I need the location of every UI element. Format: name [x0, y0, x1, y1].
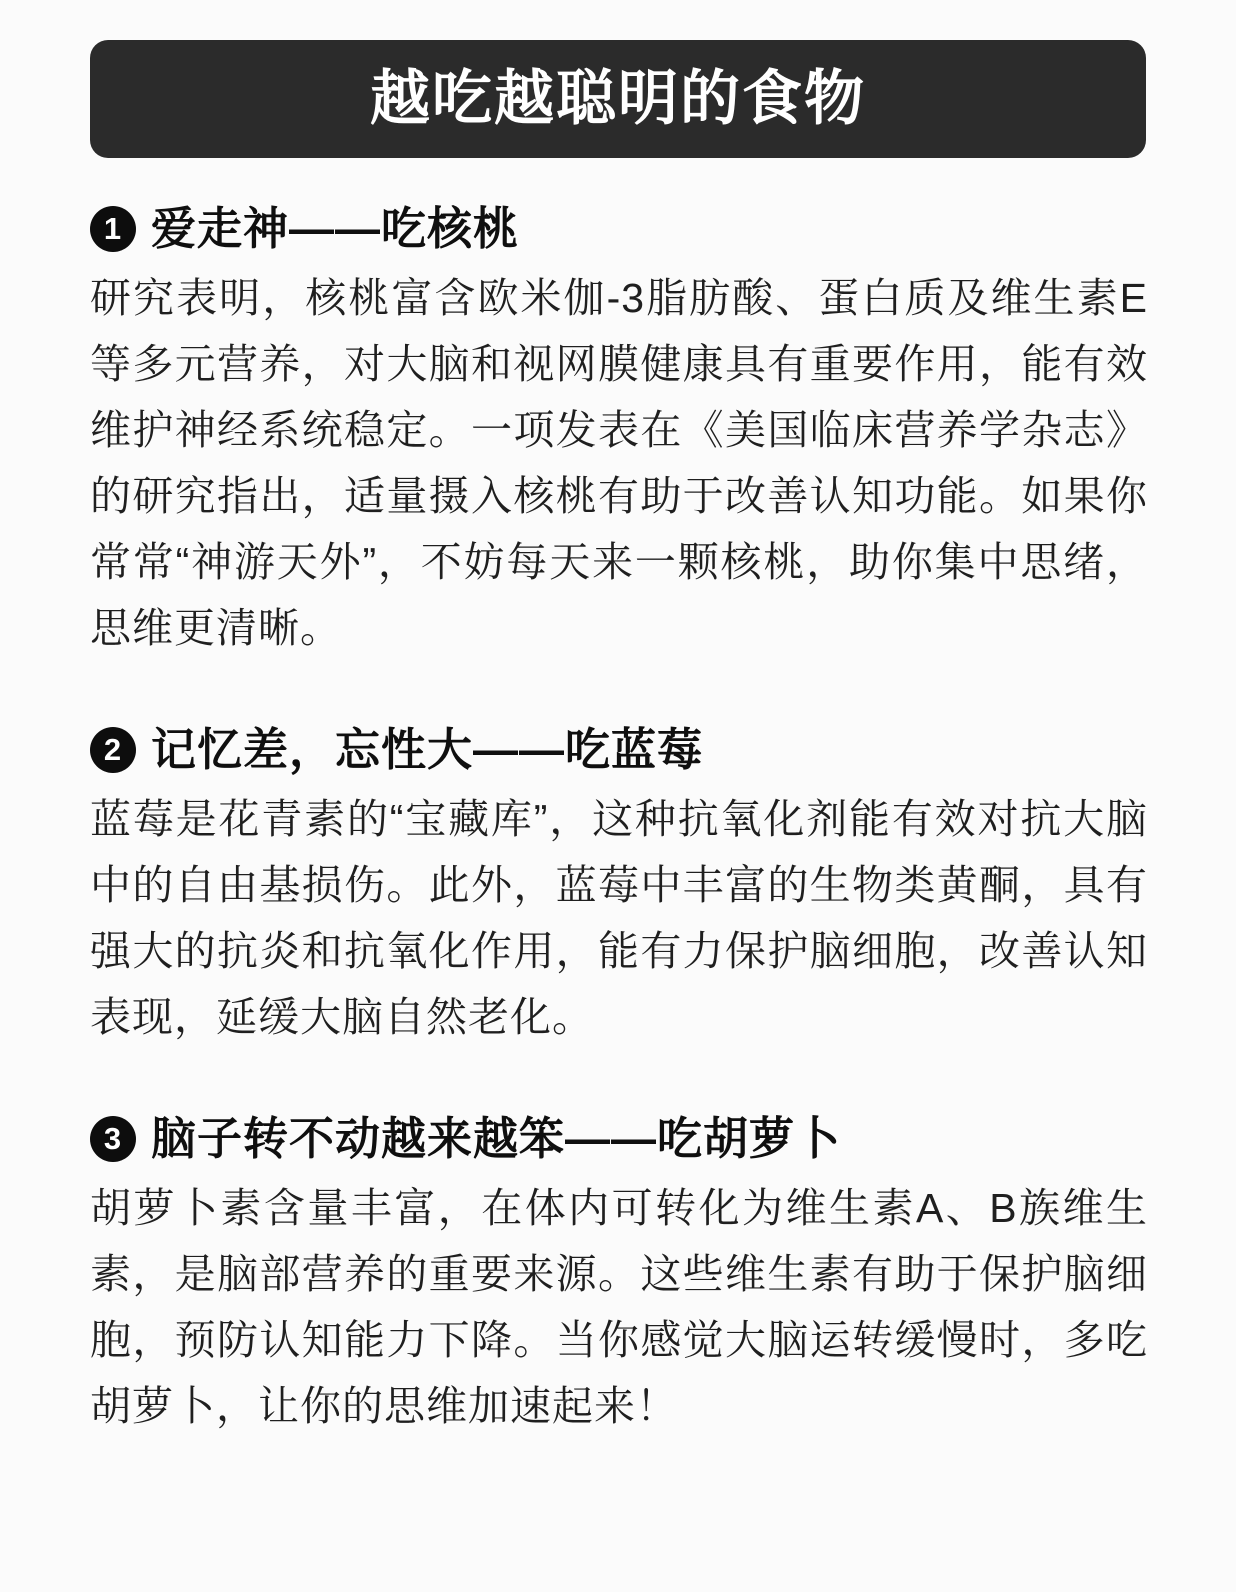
- section-blueberry-title: 记忆差，忘性大——吃蓝莓: [151, 724, 704, 775]
- section-blueberry-body: 蓝莓是花青素的“宝藏库”，这种抗氧化剂能有效对抗大脑中的自由基损伤。此外，蓝莓中丰富的生物类黄酮，具有强大的抗炎和抗氧化作用，能有力保护脑细胞，改善认知表现，延缓大脑自然老化。: [90, 796, 1148, 1040]
- title-banner: [90, 40, 1146, 158]
- section-blueberry: [90, 723, 1148, 1050]
- section-walnut: [90, 202, 1148, 661]
- number-badge-3: 3: [90, 1116, 136, 1162]
- section-walnut-heading: [90, 202, 1148, 256]
- section-carrot: [90, 1112, 1148, 1439]
- section-carrot-title: 脑子转不动越来越笨——吃胡萝卜: [151, 1113, 842, 1164]
- content-area: [0, 202, 1236, 1439]
- section-walnut-title: 爱走神——吃核桃: [151, 203, 520, 254]
- section-carrot-heading: [90, 1112, 1148, 1166]
- number-badge-1: 1: [90, 206, 136, 252]
- infographic-page: [0, 40, 1236, 1439]
- page-title: 越吃越聪明的食物: [370, 65, 866, 132]
- section-carrot-body: 胡萝卜素含量丰富，在体内可转化为维生素A、B族维生素，是脑部营养的重要来源。这些维生素有助于保护脑细胞，预防认知能力下降。当你感觉大脑运转缓慢时，多吃胡萝卜，让你的思维加速起来！: [90, 1185, 1148, 1429]
- section-walnut-body: 研究表明，核桃富含欧米伽-3脂肪酸、蛋白质及维生素E等多元营养，对大脑和视网膜健康具有重要作用，能有效维护神经系统稳定。一项发表在《美国临床营养学杂志》的研究指出，适量摄入核桃有助于改善认知功能。如果你常常“神游天外”，不妨每天来一颗核桃，助你集中思绪，思维更清晰。: [90, 275, 1148, 651]
- number-badge-2: 2: [90, 727, 136, 773]
- section-blueberry-heading: [90, 723, 1148, 777]
